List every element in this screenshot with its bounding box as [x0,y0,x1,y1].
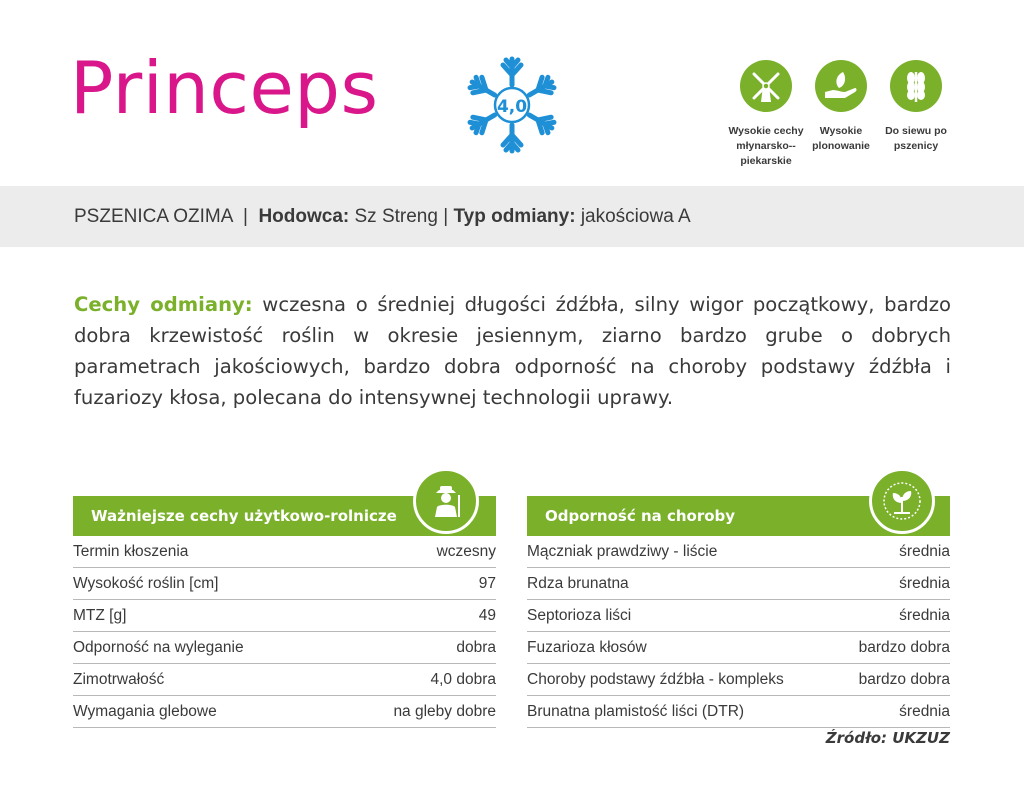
table-row: Brunatna plamistość liści (DTR) średnia [527,696,950,728]
disease-table [527,496,950,728]
feature-badges [722,60,962,180]
description-lead: Cechy odmiany: [74,293,253,316]
snowflake-icon [457,55,567,155]
breeder-label: Hodowca: [258,206,350,227]
badge-after-wheat [874,60,958,154]
source-note: Źródło: UKZUZ [825,729,950,747]
wheat-ear-icon [890,60,942,112]
table-row: Wymagania glebowe na gleby dobre [73,696,496,728]
farmer-icon [413,468,479,534]
plant-protection-icon [869,468,935,534]
table-row: Zimotrwałość 4,0 dobra [73,664,496,696]
windmill-icon [740,60,792,112]
table-row: Septorioza liści średnia [527,600,950,632]
badge-high-yield [799,60,883,154]
info-bar-text: PSZENICA OZIMA | Hodowca: Sz Streng | Typ odmiany: jakościowa A [74,206,691,227]
hand-grain-icon [815,60,867,112]
badge-label: Do siewu po pszenicy [885,125,947,152]
type-label: Typ odmiany: [453,206,576,227]
badge-label: Wysokie plonowanie [812,125,870,152]
table-row: Choroby podstawy źdźbła - kompleks bardzo dobra [527,664,950,696]
breeder: Sz Streng [354,206,438,227]
description-text: wczesna o średniej długości źdźbła, silny wigor początkowy, bardzo dobra krzewistość roślin w okresie jesiennym, ziarno bardzo grube o dobrych parametrach jakościowych, bardzo dobra odporność na choroby podstawy źdźbła i fuzariozy kłosa, polecana do intensywnej technologii uprawy. [74,293,951,409]
table-row: Wysokość roślin [cm] 97 [73,568,496,600]
table-row: Mączniak prawdziwy - liście średnia [527,536,950,568]
frost-rating-value: 4,0 [496,97,528,117]
table-row: Rdza brunatna średnia [527,568,950,600]
badge-baking-quality [724,60,808,169]
table-row: Odporność na wyleganie dobra [73,632,496,664]
variety-title: Princeps [70,46,379,130]
table-row: MTZ [g] 49 [73,600,496,632]
table-row: Termin kłoszenia wczesny [73,536,496,568]
traits-table-header: Ważniejsze cechy użytkowo-rolnicze [73,496,496,536]
badge-label: Wysokie cechy młynarsko--piekarskie [728,125,804,167]
species: PSZENICA OZIMA [74,206,233,227]
table-row: Fuzarioza kłosów bardzo dobra [527,632,950,664]
disease-table-header: Odporność na choroby [527,496,950,536]
variety-type: jakościowa A [580,206,691,227]
variety-description [74,289,951,413]
